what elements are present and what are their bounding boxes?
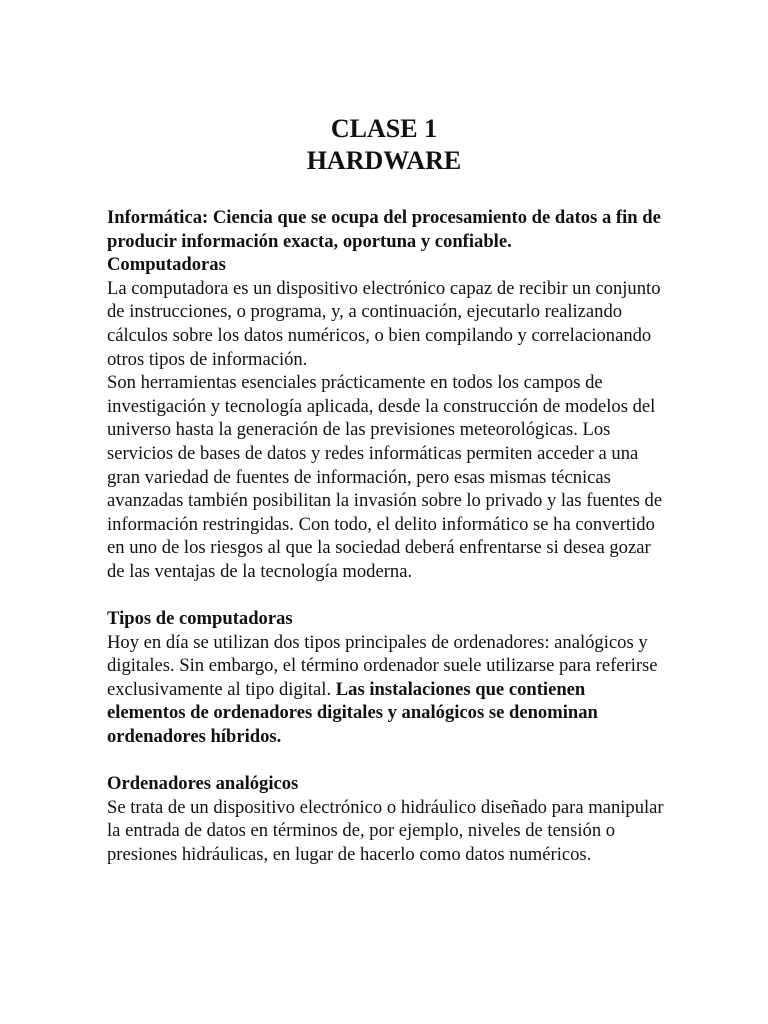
page-title bbox=[0, 113, 768, 177]
heading-computadoras: Computadoras bbox=[107, 254, 226, 276]
heading-tipos: Tipos de computadoras bbox=[107, 608, 293, 630]
definition-informatica: Informática: Ciencia que se ocupa del procesamiento de datos a fin de producir información exacta, oportuna y confiable. bbox=[107, 207, 661, 252]
paragraph-tipos-emphasis: Las instalaciones que contienen elementos de ordenadores digitales y analógicos se denominan ordenadores híbridos. bbox=[107, 678, 598, 748]
document-body bbox=[107, 206, 667, 867]
paragraph-herramientas: Son herramientas esenciales prácticamente en todos los campos de investigación y tecnología aplicada, desde la construcción de modelos del universo hasta la generación de las previsiones meteorológicas. Los servicios de bases de datos y redes informáticas permiten acceder a una gran variedad de fuentes de información, pero esas mismas técnicas avanzadas también posibilitan la invasión sobre lo privado y las fuentes de información restringidas. Con todo, el delito informático se ha convertido en uno de los riesgos al que la sociedad deberá enfrentarse si desea gozar de las ventajas de la tecnología moderna. bbox=[107, 372, 663, 582]
paragraph-tipos bbox=[107, 631, 667, 749]
paragraph-spacer bbox=[107, 584, 667, 608]
paragraph-tipos-text: Hoy en día se utilizan dos tipos principales de ordenadores: analógicos y digitales. Sin embargo, el término ordenador suele utilizarse para referirse exclusivamente al tipo digital. bbox=[107, 631, 658, 700]
paragraph-computadora: La computadora es un dispositivo electrónico capaz de recibir un conjunto de instrucciones, o programa, y, a continuación, ejecutarlo realizando cálculos sobre los datos numéricos, o bien compilando y correlacionando otros tipos de información. bbox=[107, 277, 661, 370]
title-line-hardware: HARDWARE bbox=[306, 146, 462, 175]
title-line-clase: CLASE 1 bbox=[330, 114, 438, 143]
paragraph-analogicos: Se trata de un dispositivo electrónico o hidráulico diseñado para manipular la entrada de datos en términos de, por ejemplo, niveles de tensión o presiones hidráulicas, en lugar de hacerlo como datos numéricos. bbox=[107, 796, 664, 866]
heading-analogicos: Ordenadores analógicos bbox=[107, 773, 299, 795]
paragraph-spacer bbox=[107, 749, 667, 773]
